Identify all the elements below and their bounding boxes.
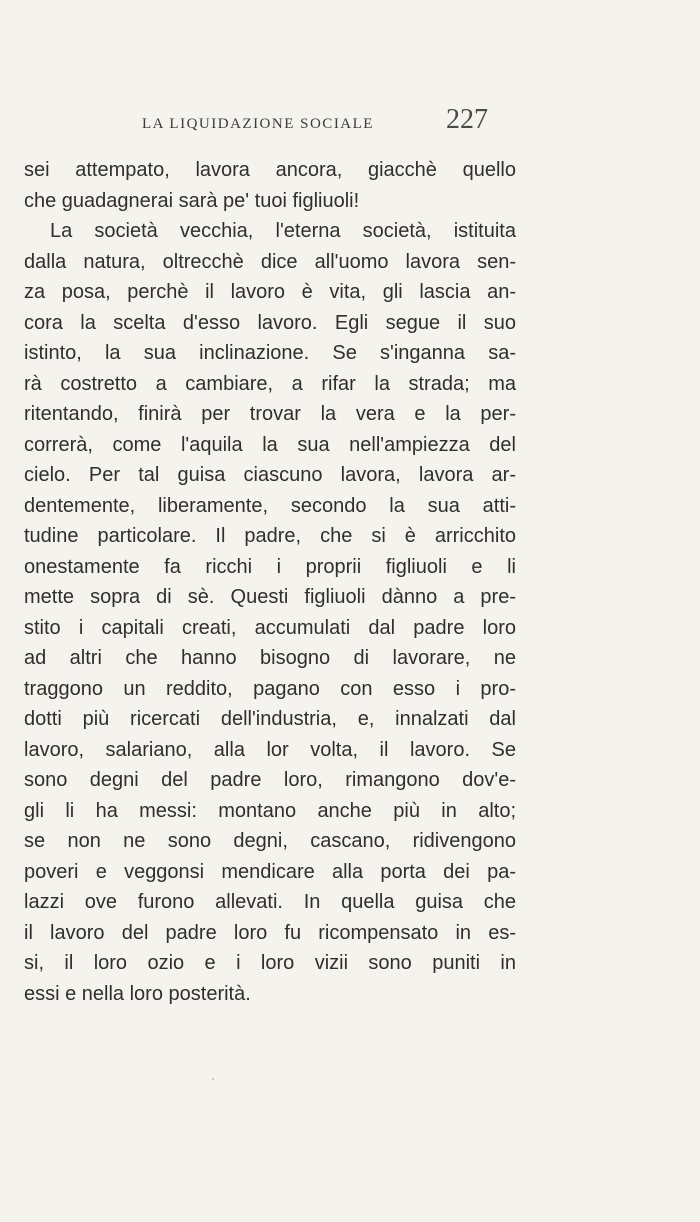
text-line: onestamente fa ricchi i proprii figliuoli e li: [24, 555, 516, 578]
text-line: traggono un reddito, pagano con esso i pro-: [24, 677, 516, 700]
text-line: il lavoro del padre loro fu ricompensato in es-: [24, 921, 516, 944]
text-line: sei attempato, lavora ancora, giacchè quello: [24, 159, 516, 181]
text-line: lazzi ove furono allevati. In quella guisa che: [24, 891, 516, 913]
body-text: [24, 155, 516, 1009]
page-number: 227: [446, 104, 488, 135]
text-line: si, il loro ozio e i loro vizii sono puniti in: [24, 952, 516, 974]
text-line: za posa, perchè il lavoro è vita, gli lascia an-: [24, 281, 516, 303]
text-line: ad altri che hanno bisogno di lavorare, ne: [24, 647, 516, 669]
text-line: rà costretto a cambiare, a rifar la strada; ma: [24, 372, 516, 395]
text-line: dalla natura, oltrecchè dice all'uomo lavora sen-: [24, 250, 516, 273]
text-line: istinto, la sua inclinazione. Se s'inganna sa-: [24, 342, 516, 364]
text-line: lavoro, salariano, alla lor volta, il lavoro. Se: [24, 738, 516, 761]
text-line: mette sopra di sè. Questi figliuoli dànno a pre-: [24, 586, 516, 608]
text-line: se non ne sono degni, cascano, ridivengono: [24, 830, 516, 852]
text-line: cielo. Per tal guisa ciascuno lavora, lavora ar-: [24, 464, 516, 486]
text-line: dentemente, liberamente, secondo la sua atti-: [24, 494, 516, 517]
paper-speck: [212, 1078, 214, 1080]
text-line: tudine particolare. Il padre, che si è arricchito: [24, 525, 516, 547]
text-line: poveri e veggonsi mendicare alla porta dei pa-: [24, 860, 516, 883]
text-line: essi e nella loro posterità.: [24, 982, 251, 1005]
running-title: LA LIQUIDAZIONE SOCIALE: [142, 116, 374, 132]
text-line: dotti più ricercati dell'industria, e, innalzati dal: [24, 708, 516, 730]
text-line: gli li ha messi: montano anche più in alto;: [24, 799, 516, 822]
text-line: stito i capitali creati, accumulati dal padre loro: [24, 616, 516, 639]
running-head: [142, 104, 492, 140]
text-line: cora la scelta d'esso lavoro. Egli segue il suo: [24, 311, 516, 334]
text-line: sono degni del padre loro, rimangono dov'e-: [24, 769, 516, 791]
paragraph-first-line: La società vecchia, l'eterna società, istituita: [50, 220, 516, 242]
text-line: che guadagnerai sarà pe' tuoi figliuoli!: [24, 189, 360, 212]
text-line: ritentando, finirà per trovar la vera e la per-: [24, 403, 516, 425]
text-line: correrà, come l'aquila la sua nell'ampiezza del: [24, 433, 516, 456]
